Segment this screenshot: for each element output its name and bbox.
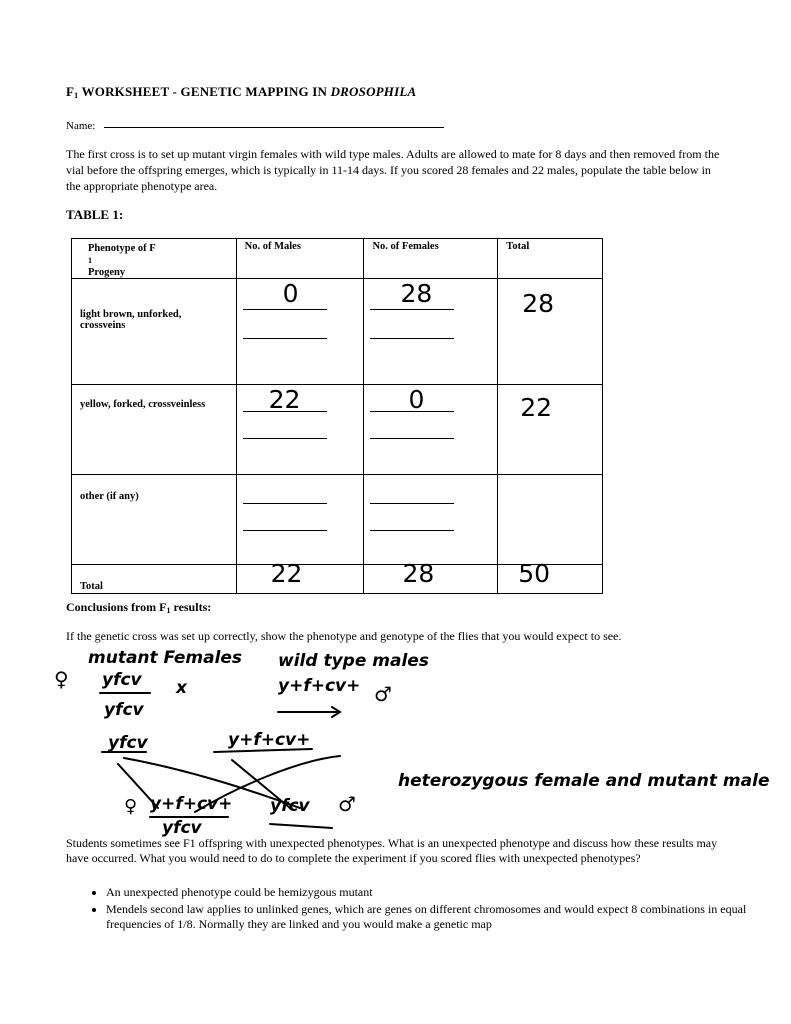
mutant-females-label: mutant Females — [88, 648, 243, 668]
header-males: No. of Males — [236, 239, 364, 279]
offspring-male-symbol: ♂ — [338, 792, 356, 816]
female-symbol: ♀ — [54, 667, 69, 691]
cross-line-1 — [118, 764, 158, 808]
female-genotype-bottom: yfcv — [104, 700, 144, 720]
conclusions-heading: Conclusions from $F_1$ results: — [66, 600, 212, 615]
offspring-female-symbol: ♀ — [124, 796, 138, 817]
row-total-value: 22 — [520, 393, 553, 422]
male-symbol: ♂ — [374, 682, 392, 706]
wild-type-males-label: wild type males — [278, 651, 429, 671]
question-1: If the genetic cross was set up correctly, show the phenotype and genotype of the flies that you would expect to see. — [66, 629, 622, 643]
row-total-value: 28 — [522, 289, 555, 318]
name-label: Name: — [66, 120, 96, 132]
row-label: yellow, forked, crossveinless — [72, 385, 237, 475]
total-label: Total — [72, 565, 237, 594]
male-arrow — [278, 707, 340, 717]
question-2: Students sometimes see F1 offspring with unexpected phenotypes. What is an unexpected phenotype and discuss how these results may have occurred. What you would need to do to complete the experiment if you scored flies with unexpected phenotypes? — [66, 836, 718, 865]
cross-line-3 — [195, 756, 340, 812]
header-total: Total — [498, 239, 603, 279]
header-phenotype: Phenotype of F 1 Progeny — [72, 239, 237, 279]
offspring-male-underline — [270, 824, 332, 828]
table-label: TABLE 1: — [66, 207, 124, 222]
row-females-value: 0 — [408, 385, 425, 414]
row-females-value: 28 — [400, 279, 433, 308]
gamete-left: yfcv — [108, 733, 148, 753]
male-genotype: y+f+cv+ — [278, 676, 361, 696]
conclusion-note: heterozygous female and mutant male — [398, 771, 770, 791]
answer-bullets — [66, 885, 766, 934]
row-label: other (if any) — [72, 475, 237, 565]
gamete-right-underline — [214, 749, 312, 752]
cross-symbol: x — [176, 678, 187, 698]
row-males-value: 0 — [282, 279, 299, 308]
offspring-female-genotype-top: y+f+cv+ — [150, 794, 233, 814]
intro-paragraph: The first cross is to set up mutant virgin females with wild type males. Adults are allowed to mate for 8 days and then removed from the vial before the offspring emerges, which is typically in 11-14 days. If you scored 28 females and 22 males, populate the table below in the appropriate phenotype area. — [66, 147, 720, 193]
page-title: $F_1$ WORKSHEET - GENETIC MAPPING IN DROSOPHILA — [66, 84, 417, 100]
total-females-value: 28 — [402, 559, 435, 588]
cross-line-4 — [232, 760, 290, 808]
row-label: light brown, unforked, crossveins — [72, 279, 237, 385]
gamete-right: y+f+cv+ — [228, 730, 311, 750]
offspring-female-genotype-bottom: yfcv — [162, 818, 202, 838]
total-total-value: 50 — [518, 559, 551, 588]
list-item: • Mendels second law applies to unlinked genes, which are genes on different chromosomes and would expect 8 combinations in equal frequencies of 1/8. Normally they are linked and you would make a genetic map — [106, 902, 766, 932]
total-males-value: 22 — [270, 559, 303, 588]
female-genotype-top: yfcv — [102, 670, 142, 690]
offspring-male-genotype: yfcv — [270, 796, 310, 816]
row-males-value: 22 — [268, 385, 301, 414]
list-item: • An unexpected phenotype could be hemizygous mutant — [106, 885, 766, 900]
header-females: No. of Females — [364, 239, 498, 279]
